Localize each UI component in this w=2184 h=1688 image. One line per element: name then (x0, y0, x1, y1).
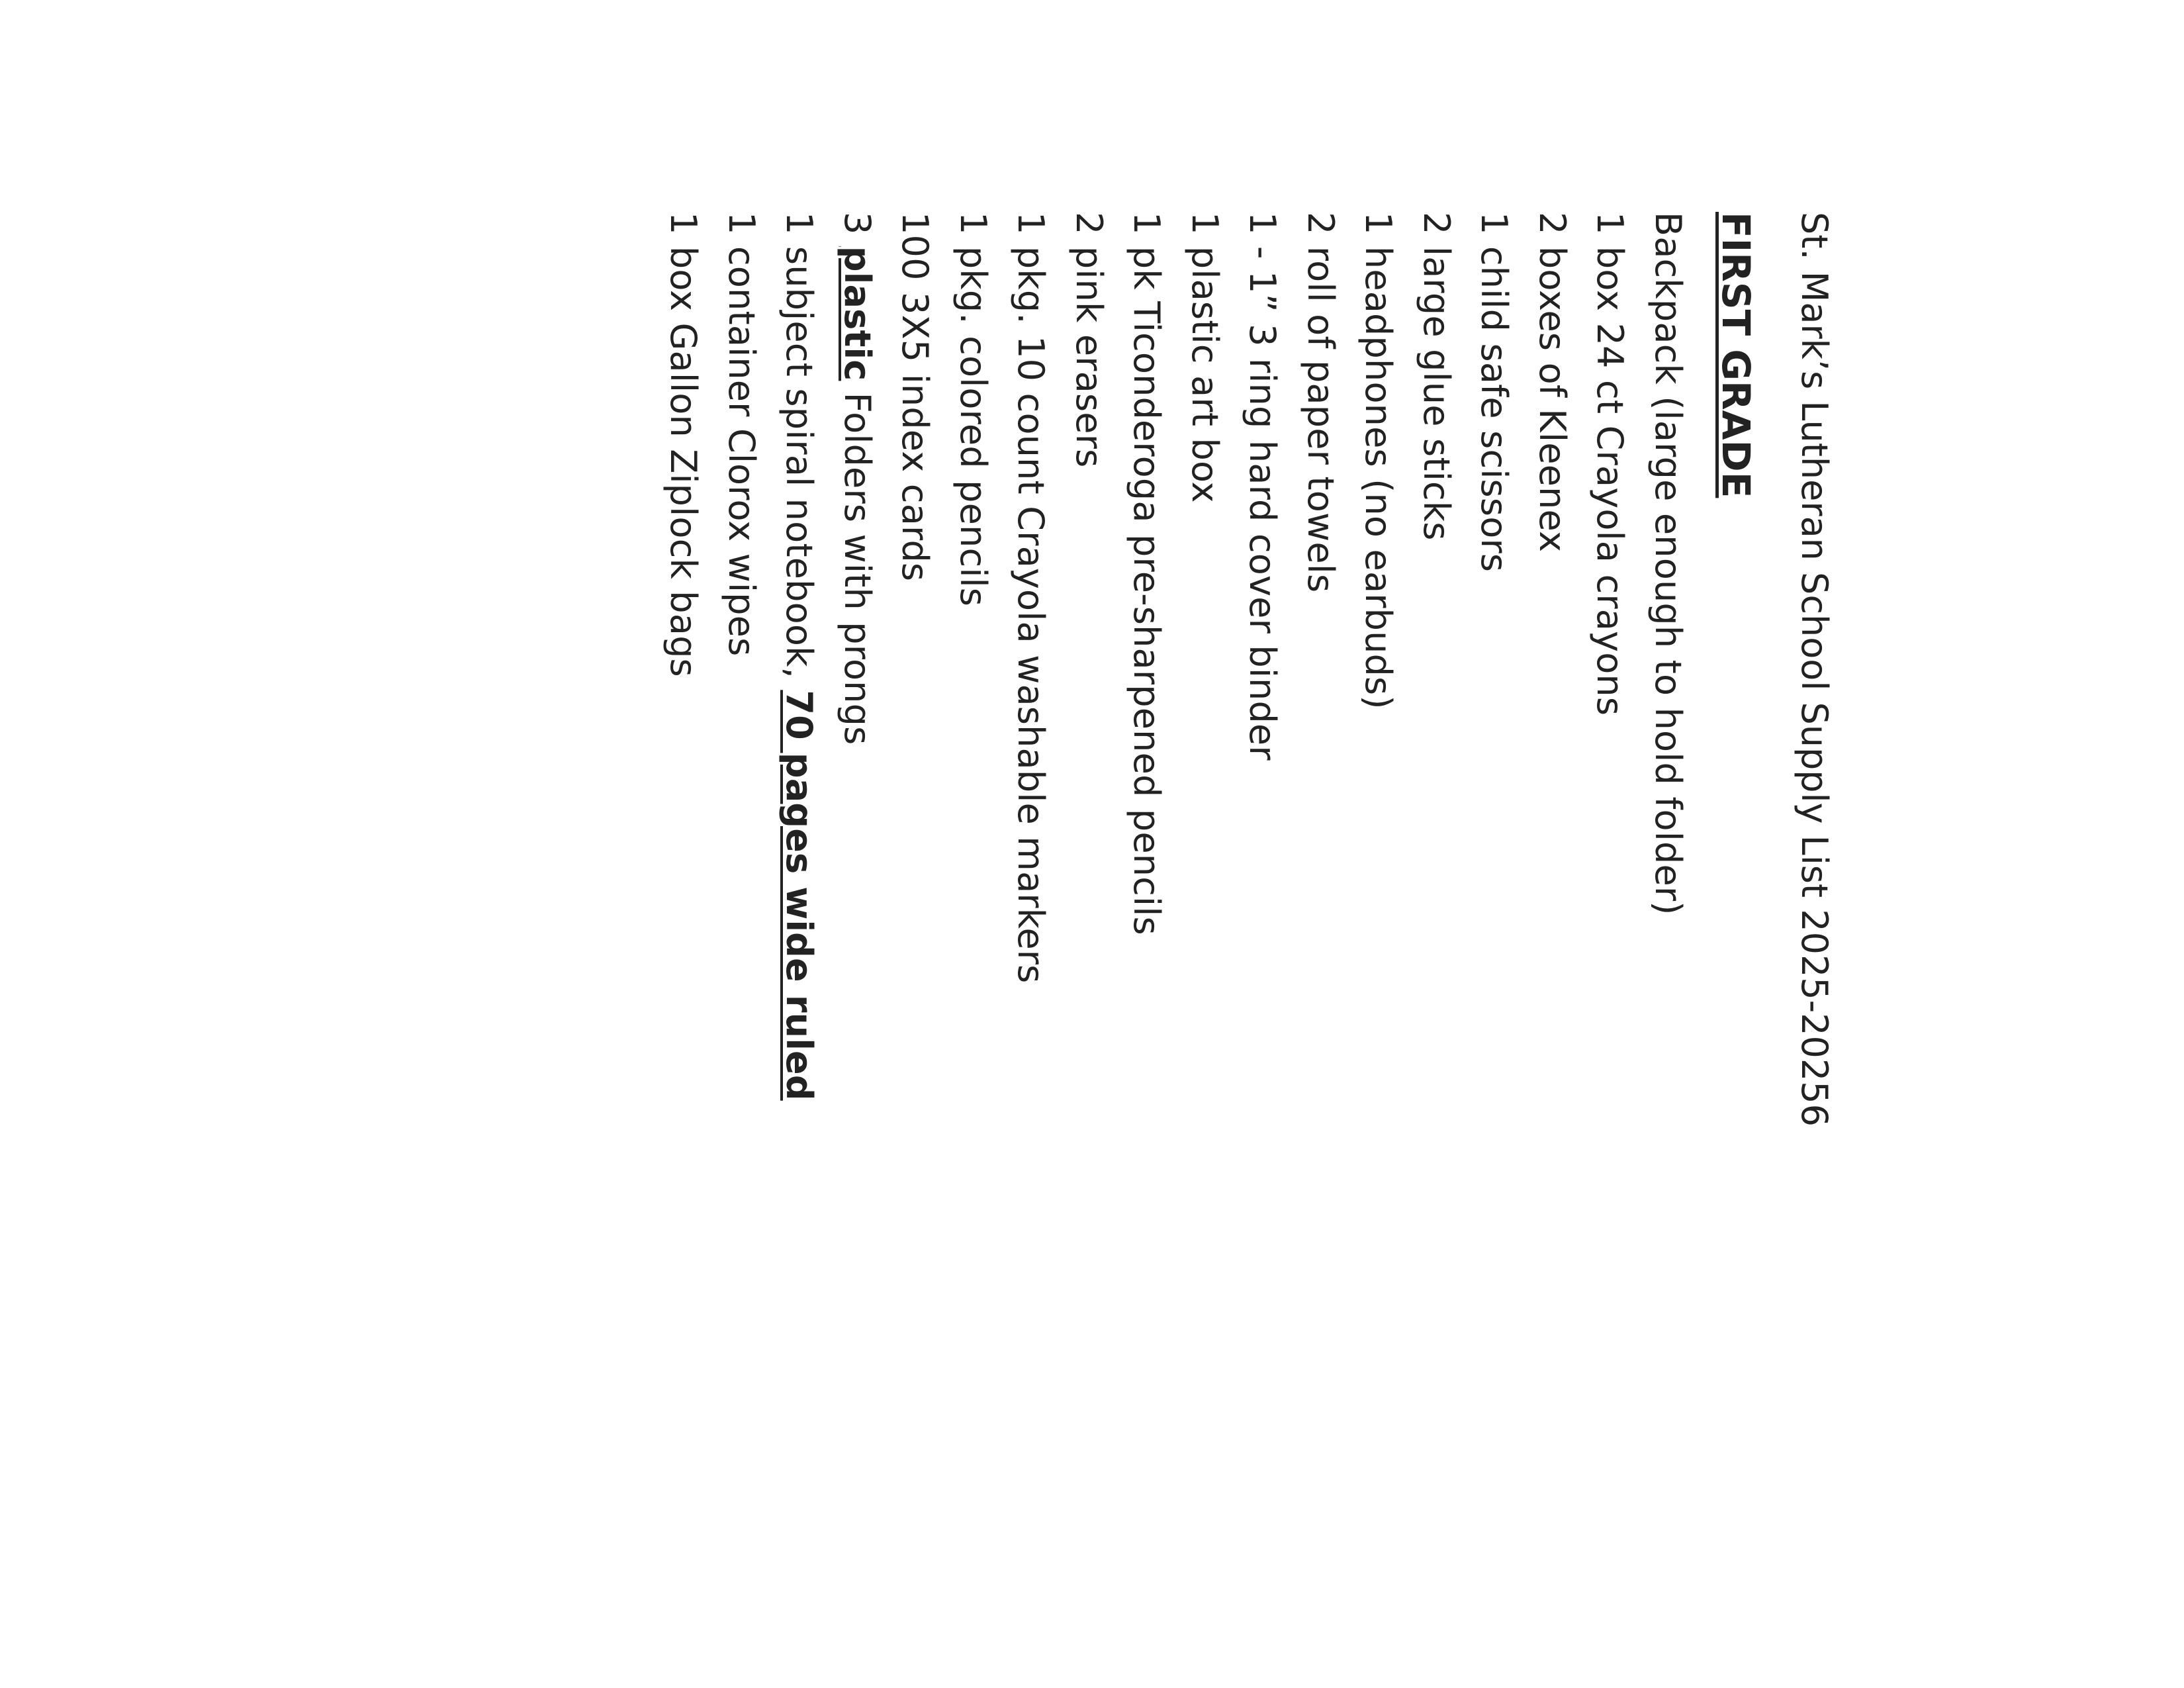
page-title: St. Mark’s Lutheran School Supply List 2025-20256 (1794, 212, 1835, 1127)
list-item: 2 pink erasers (1068, 212, 1110, 468)
list-item: 1 box 24 ct Crayola crayons (1589, 212, 1631, 716)
list-item: 1 pkg. colored pencils (952, 212, 994, 607)
list-item-folders (829, 212, 887, 1602)
list-item: 1 pkg. 10 count Crayola washable markers (1010, 212, 1052, 984)
notebook-emphasis: 70 pages wide ruled (778, 690, 821, 1101)
list-item-notebook (770, 212, 829, 1602)
folders-emphasis: plastic (837, 246, 878, 381)
list-item: 2 boxes of Kleenex (1531, 212, 1573, 553)
list-item: Backpack (large enough to hold folder) (1647, 212, 1689, 915)
list-item: 1 pk Ticonderoga pre-sharpened pencils (1126, 212, 1168, 935)
supply-list-content (655, 212, 1833, 1602)
list-item: 2 large glue sticks (1416, 212, 1457, 541)
notebook-text: 1 subject spiral notebook, (778, 212, 821, 690)
folders-rest: Folders with prongs (837, 381, 878, 745)
list-item: 100 3X5 index cards (894, 212, 936, 582)
folders-qty: 3 (837, 212, 878, 246)
list-item: 1 box Gallon Ziplock bags (662, 212, 705, 677)
list-item: 1 plastic art box (1184, 212, 1226, 503)
supply-list (655, 212, 1697, 1602)
list-item: 1 headphones (no earbuds) (1357, 212, 1400, 710)
list-item: 1 container Clorox wipes (721, 212, 762, 657)
grade-heading: FIRST GRADE (1713, 212, 1758, 498)
list-item: 2 roll of paper towels (1300, 212, 1342, 593)
list-item: 1 child safe scissors (1473, 212, 1516, 573)
list-item: 1 - 1” 3 ring hard cover binder (1242, 212, 1284, 761)
